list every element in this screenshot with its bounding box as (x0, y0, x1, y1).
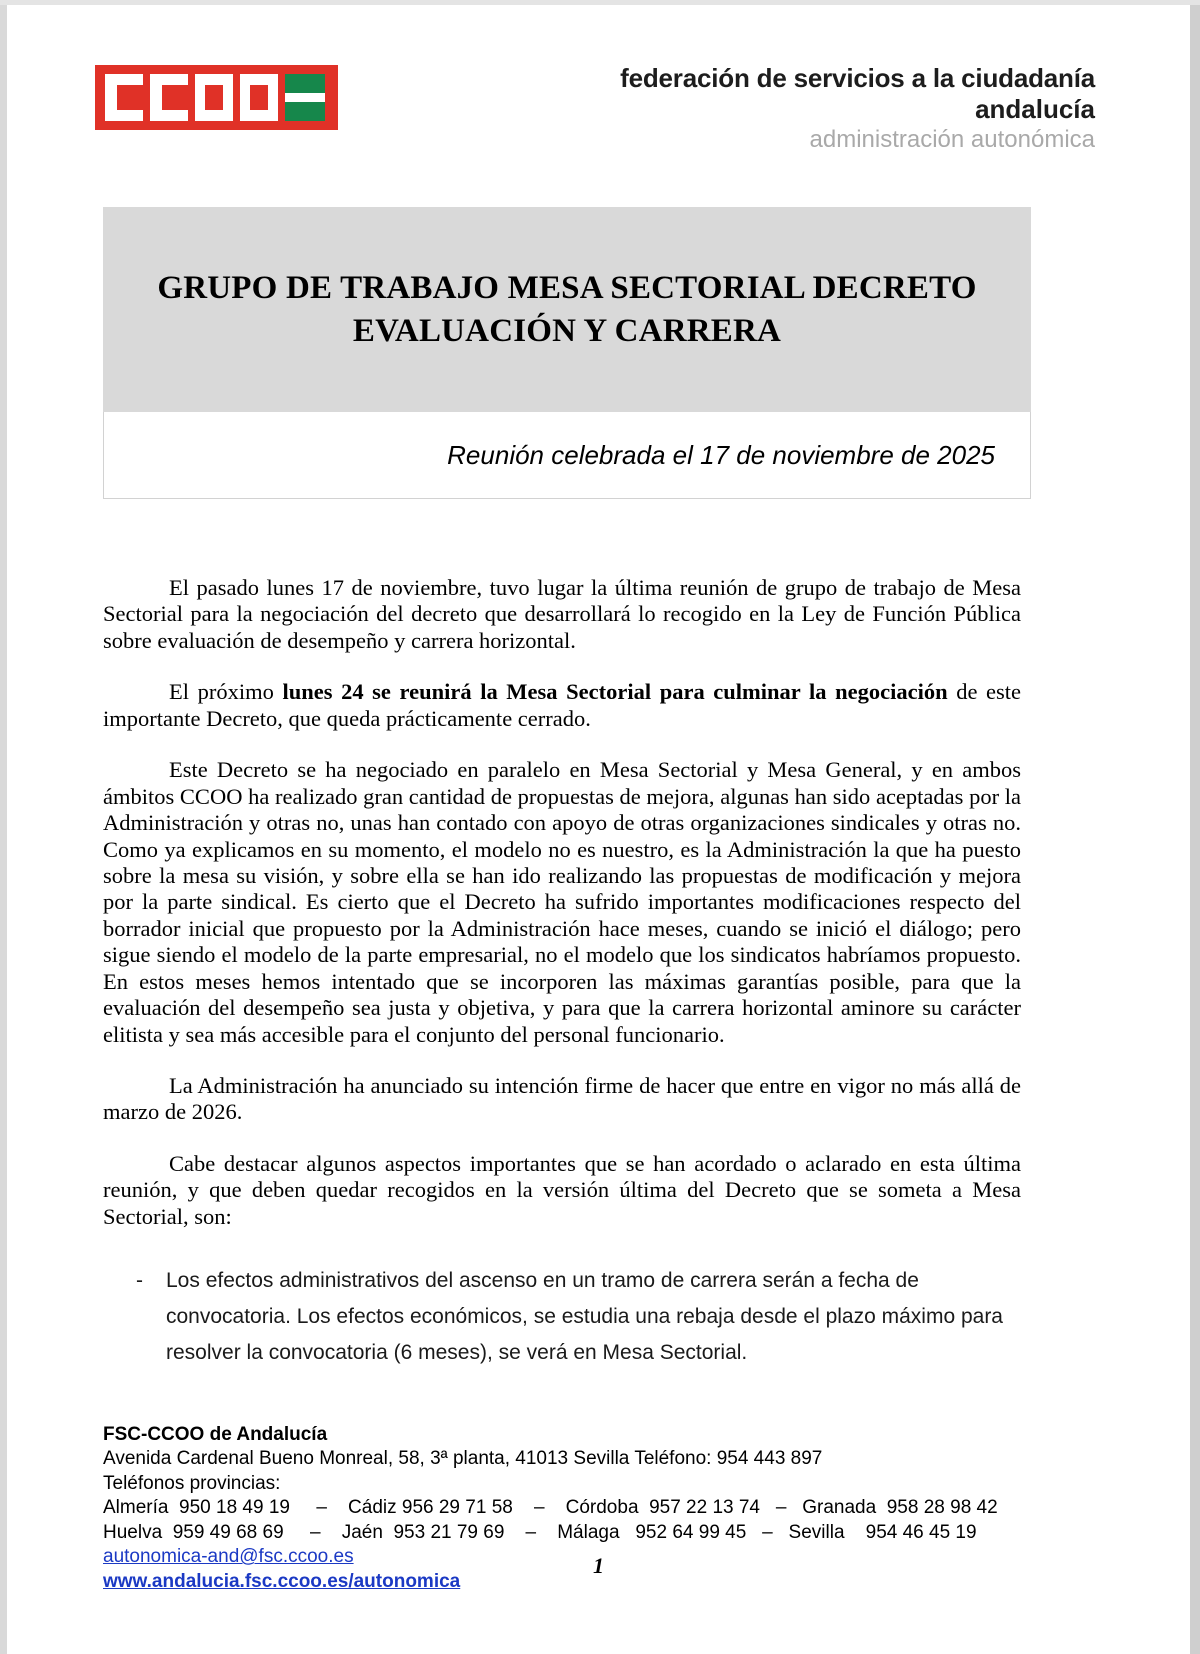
meeting-date-subtitle: Reunión celebrada el 17 de noviembre de 2025 (447, 439, 995, 470)
paragraph-2-highlight: lunes 24 se reunirá la Mesa Sectorial para culminar la negociación (282, 679, 948, 705)
list-item-text: Los efectos administrativos del ascenso en un tramo de carrera serán a fecha de convocatoria. Los efectos económicos, se estudia una rebaja desde el plazo máximo para resolver la convocatoria (6 meses), se verá en Mesa Sectorial. (166, 1269, 1003, 1365)
scan-edge-right (1190, 0, 1200, 1654)
footer-website-link[interactable]: www.andalucia.fsc.ccoo.es/autonomica (103, 1571, 461, 1592)
footer-phones-row-2: Huelva 959 49 68 69 – Jaén 953 21 79 69 – Málaga 952 64 99 45 – Sevilla 954 46 45 19 (103, 1521, 977, 1543)
footer-phones-label: Teléfonos provincias: (103, 1472, 281, 1494)
scan-edge-left (0, 0, 7, 1654)
document-header (95, 55, 1095, 160)
paragraph-2-lead: El próximo (169, 679, 283, 705)
page-number: 1 (593, 1553, 604, 1578)
logo-letter-o-2 (240, 74, 278, 121)
flag-stripe-green-bottom (285, 102, 325, 121)
header-org-line-1: federación de servicios a la ciudadanía (620, 63, 1095, 93)
flag-stripe-green-top (285, 74, 325, 93)
paragraph-1: El pasado lunes 17 de noviembre, tuvo lugar la última reunión de grupo de trabajo de Mesa Sectorial para la negociación del decreto que desarrollará lo recogido en la Ley de Función Pública sobre evaluación de desempeño y carrera horizontal. (103, 575, 1021, 653)
header-org-text (620, 63, 1095, 155)
paragraph-5: Cabe destacar algunos aspectos importantes que se han acordado o aclarado en esta última reunión, y que deben quedar recogidos en la versión última del Decreto que se someta a Mesa Sectorial, son: (103, 1150, 1021, 1229)
page-title: GRUPO DE TRABAJO MESA SECTORIAL DECRETO EVALUACIÓN Y CARRERA (157, 269, 977, 349)
logo-letter-c-1 (105, 74, 143, 121)
header-org-line-3: administración autonómica (809, 126, 1095, 154)
bullet-dash-icon: - (136, 1269, 143, 1293)
paragraph-4: La Administración ha anunciado su intención firme de hacer que entre en vigor no más allá de marzo de 2026. (103, 1073, 1021, 1125)
ccoo-logo-letters (105, 74, 325, 121)
flag-stripe-white (285, 93, 325, 102)
page-sheet (7, 5, 1190, 1654)
ccoo-logo (95, 65, 338, 130)
document-body (103, 575, 1021, 1372)
footer-org-name: FSC-CCOO de Andalucía (103, 1424, 328, 1445)
andalusia-flag-icon (285, 74, 325, 121)
footer-email-link[interactable]: autonomica-and@fsc.ccoo.es (103, 1546, 354, 1568)
header-org-line-2: andalucía (975, 93, 1095, 124)
logo-letter-c-2 (150, 74, 188, 121)
title-banner (103, 207, 1031, 412)
footer-address: Avenida Cardenal Bueno Monreal, 58, 3ª planta, 41013 Sevilla Teléfono: 954 443 897 (103, 1448, 823, 1470)
logo-letter-o-1 (195, 74, 233, 121)
paragraph-2-tail: de este importante Decreto, que queda prácticamente cerrado. (103, 679, 1022, 731)
footer-phones-row-1: Almería 950 18 49 19 – Cádiz 956 29 71 58 – Córdoba 957 22 13 74 – Granada 958 28 98 42 (103, 1496, 998, 1518)
subtitle-banner (103, 412, 1031, 499)
paragraph-3: Este Decreto se ha negociado en paralelo en Mesa Sectorial y Mesa General, y en ambos ámbitos CCOO ha realizado gran cantidad de propuestas de mejora, algunas han sido aceptadas por la Administración y otras no, unas han contado con apoyo de otras organizaciones sindicales y otras no. Como ya explicamos en su momento, el modelo no es nuestro, es la Administración la que ha puesto sobre la mesa su visión, y sobre ella se han ido realizando las propuestas de modificación y mejora por la parte sindical. Es cierto que el Decreto ha sufrido importantes modificaciones respecto del borrador inicial que propuesto por la Administración hace meses, cuando se inició el diálogo; pero sigue siendo el modelo de la parte empresarial, no el modelo que los sindicatos habríamos propuesto. En estos meses hemos intentado que se incorporen las máximas garantías posible, para que la evaluación del desempeño sea justa y objetiva, y para que la carrera horizontal aminore su carácter elitista y sea más accesible para el conjunto del personal funcionario. (103, 757, 1021, 1047)
list-item (103, 1263, 1021, 1371)
paragraph-2 (103, 679, 1021, 732)
agreements-list (103, 1263, 1021, 1371)
